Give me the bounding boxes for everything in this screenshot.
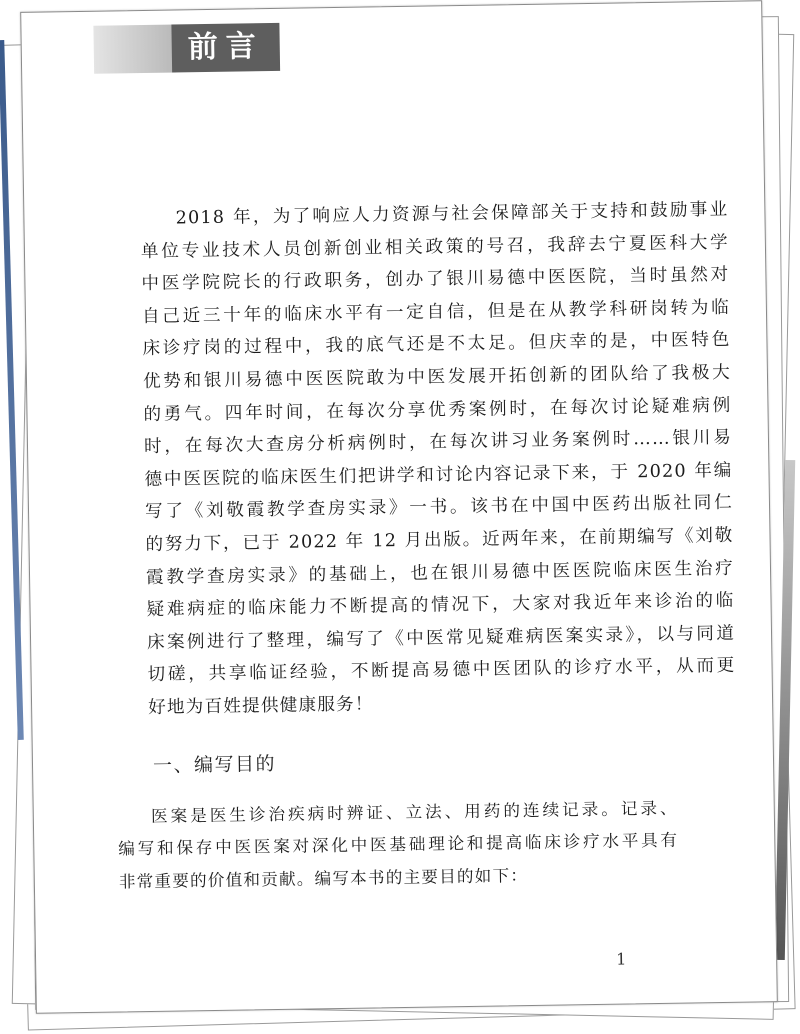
section-heading: 一、编写目的 (152, 752, 277, 777)
text-line: 编写和保存中医医案对深化中医基础理论和提高临床诊疗水平具有 (118, 831, 679, 859)
preface-paragraph (140, 194, 736, 725)
book-page (20, 0, 778, 1014)
text-line: 德中医医院的临床医生们把讲学和讨论内容记录下来，于 2020 年编 (144, 460, 733, 490)
text-line: 写了《刘敬霞教学查房实录》一书。该书在中国中医药出版社同仁 (144, 493, 734, 523)
text-line: 非常重要的价值和贡献。编写本书的主要目的如下： (118, 865, 529, 892)
text-line: 时，在每次大查房分析病例时，在每次讲习业务案例时……银川易 (143, 427, 733, 458)
text-line: 2018 年，为了响应人力资源与社会保障部关于支持和鼓励事业 (175, 199, 729, 229)
page-title: 前言 (171, 23, 280, 73)
text-line: 床案例进行了整理，编写了《中医常见疑难病医案实录》，以与同道 (146, 623, 736, 653)
text-line: 中医学院院长的行政职务，创办了银川易德中医医院，当时虽然对 (141, 264, 730, 295)
page-number: 1 (615, 949, 627, 969)
text-line: 疑难病症的临床能力不断提高的情况下，大家对我近年来诊治的临 (146, 590, 735, 621)
section-paragraph (118, 793, 679, 899)
text-line: 自己近三十年的临床水平有一定自信，但是在从教学科研岗转为临 (141, 297, 731, 327)
text-line: 单位专业技术人员创新创业相关政策的号召，我辞去宁夏医科大学 (140, 232, 730, 262)
text-line: 床诊疗岗的过程中，我的底气还是不太足。但庆幸的是，中医特色 (142, 330, 731, 360)
text-line: 的勇气。四年时间，在每次分享优秀案例时，在每次讨论疑难病例 (143, 395, 732, 425)
text-line: 好地为百姓提供健康服务！ (147, 694, 374, 718)
text-line: 的努力下，已于 2022 年 12 月出版。近两年来，在前期编写《刘敬 (145, 525, 734, 555)
text-line: 霞教学查房实录》的基础上，也在银川易德中医医院临床医生治疗 (145, 558, 735, 588)
text-line: 医案是医生诊治疾病时辨证、立法、用药的连续记录。记录、 (150, 798, 678, 826)
text-line: 优势和银川易德中医医院敢为中医发展开拓创新的团队给了我极大 (142, 362, 732, 392)
header-gradient-band (93, 24, 176, 73)
text-line: 切磋，共享临证经验，不断提高易德中医团队的诊疗水平，从而更 (147, 656, 736, 686)
